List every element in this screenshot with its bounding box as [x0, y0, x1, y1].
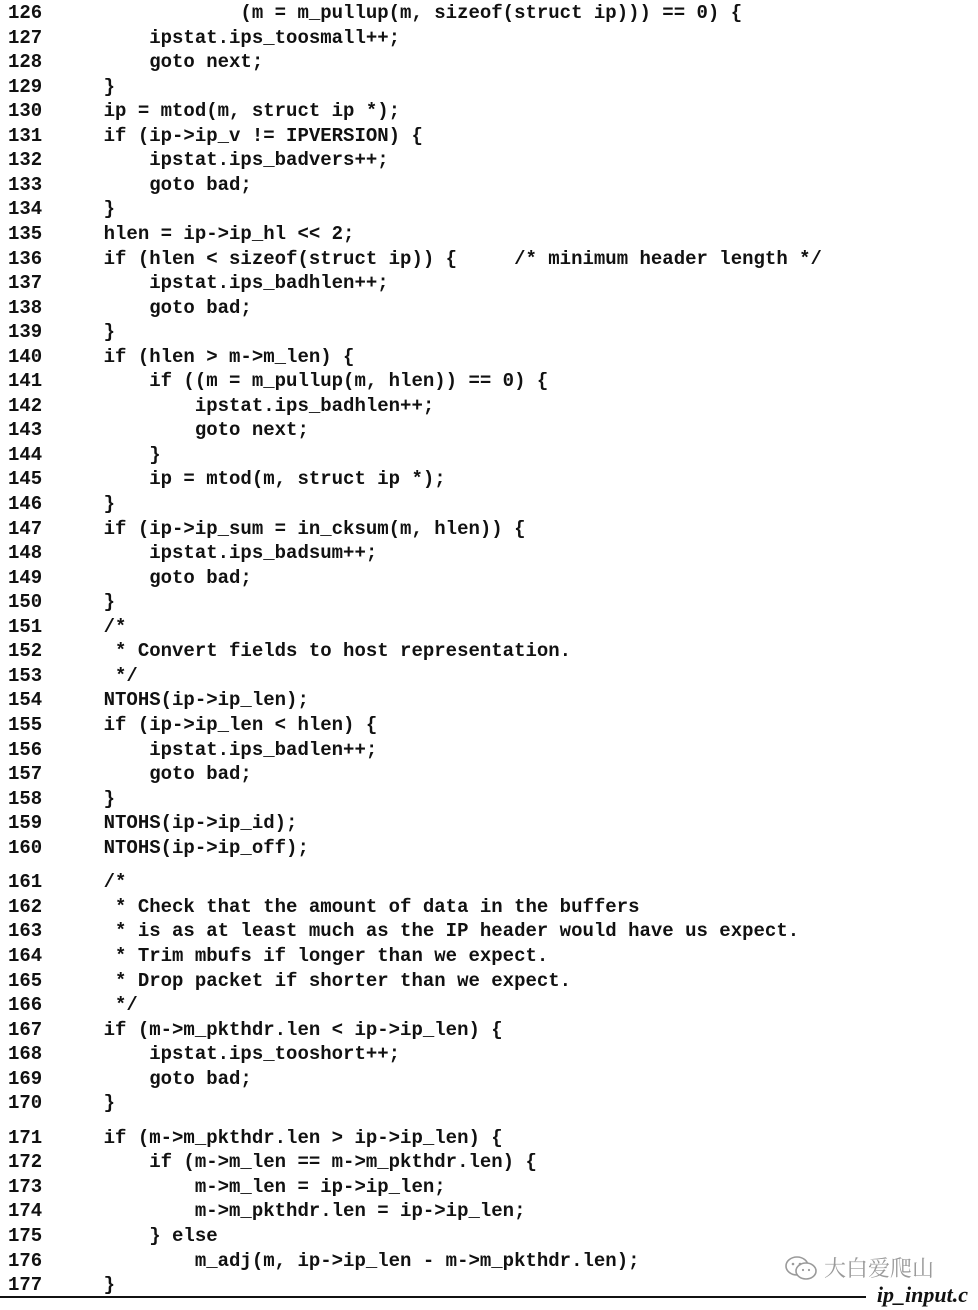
code-text: if ((m = m_pullup(m, hlen)) == 0) {	[58, 370, 549, 393]
line-number: 163	[8, 920, 43, 943]
line-number: 130	[8, 100, 43, 123]
line-number: 165	[8, 969, 43, 992]
line-number: 140	[8, 345, 43, 368]
line-number: 156	[8, 738, 43, 761]
code-text: ip = mtod(m, struct ip *);	[58, 468, 446, 491]
code-text: ipstat.ips_badhlen++;	[58, 272, 389, 295]
code-text: }	[58, 591, 116, 614]
code-text: ip = mtod(m, struct ip *);	[58, 100, 401, 123]
watermark	[784, 1252, 934, 1283]
code-text: } else	[58, 1225, 218, 1247]
line-number: 126	[8, 2, 43, 24]
code-text: if (hlen > m->m_len) {	[58, 345, 355, 368]
code-text: }	[58, 75, 116, 98]
line-number: 171	[8, 1126, 43, 1149]
code-text: goto next;	[58, 419, 309, 442]
code-text: ipstat.ips_badlen++;	[58, 738, 378, 761]
line-number: 164	[8, 944, 43, 967]
line-number: 158	[8, 787, 43, 810]
wechat-icon	[784, 1255, 818, 1281]
code-text: }	[58, 787, 116, 810]
code-text: if (m->m_len == m->m_pkthdr.len) {	[58, 1151, 537, 1174]
line-number: 150	[8, 591, 43, 614]
code-text: if (ip->ip_sum = in_cksum(m, hlen)) {	[58, 517, 526, 540]
code-text: ipstat.ips_tooshort++;	[58, 1043, 401, 1066]
line-number: 134	[8, 198, 43, 221]
line-number: 136	[8, 247, 43, 270]
line-number: 169	[8, 1067, 43, 1090]
line-number: 139	[8, 321, 43, 344]
code-text: goto next;	[58, 51, 264, 74]
code-text: */	[58, 994, 138, 1016]
code-text: if (ip->ip_len < hlen) {	[58, 714, 378, 736]
line-number: 166	[8, 994, 43, 1016]
line-number: 132	[8, 149, 43, 172]
code-text: m_adj(m, ip->ip_len - m->m_pkthdr.len);	[58, 1249, 640, 1272]
line-number: 168	[8, 1043, 43, 1066]
line-number: 161	[8, 871, 43, 894]
code-text: NTOHS(ip->ip_len);	[58, 689, 309, 712]
line-number: 127	[8, 26, 43, 49]
code-text: * Trim mbufs if longer than we expect.	[58, 944, 549, 967]
code-text: hlen = ip->ip_hl << 2;	[58, 223, 355, 245]
code-text: /*	[58, 871, 127, 894]
source-filename: ip_input.c	[876, 1282, 968, 1307]
line-number: 146	[8, 493, 43, 515]
code-text: NTOHS(ip->ip_off);	[58, 836, 309, 859]
code-text: goto bad;	[58, 173, 252, 196]
code-text: m->m_pkthdr.len = ip->ip_len;	[58, 1200, 526, 1223]
line-number: 145	[8, 468, 43, 491]
code-text: (m = m_pullup(m, sizeof(struct ip))) == 0) {	[58, 2, 743, 24]
line-number: 176	[8, 1249, 43, 1272]
line-number: 135	[8, 223, 43, 245]
code-text: goto bad;	[58, 1067, 252, 1090]
code-text: }	[58, 198, 116, 221]
code-text: }	[58, 1274, 116, 1296]
line-number: 141	[8, 370, 43, 393]
code-text: goto bad;	[58, 296, 252, 319]
code-text: }	[58, 443, 161, 466]
line-number: 147	[8, 517, 43, 540]
code-text: ipstat.ips_badvers++;	[58, 149, 389, 172]
line-number: 154	[8, 689, 43, 712]
line-number: 143	[8, 419, 43, 442]
line-number: 133	[8, 173, 43, 196]
watermark-text: 大白爱爬山	[824, 1257, 935, 1282]
line-number: 144	[8, 443, 43, 466]
line-number: 174	[8, 1200, 43, 1223]
code-text: * Drop packet if shorter than we expect.	[58, 969, 572, 992]
code-text: if (hlen < sizeof(struct ip)) { /* minimum header length */	[58, 247, 822, 270]
line-number: 138	[8, 296, 43, 319]
code-text: * is as at least much as the IP header would have us expect.	[58, 920, 800, 943]
code-text: ipstat.ips_badhlen++;	[58, 394, 435, 417]
line-number: 157	[8, 763, 43, 786]
code-text: /*	[58, 615, 127, 638]
line-number: 172	[8, 1151, 43, 1174]
line-number: 152	[8, 640, 43, 663]
line-number: 160	[8, 836, 43, 859]
line-number: 173	[8, 1175, 43, 1198]
line-number: 170	[8, 1092, 43, 1115]
code-text: if (ip->ip_v != IPVERSION) {	[58, 124, 423, 147]
footer-rule	[0, 1296, 866, 1298]
line-number: 162	[8, 895, 43, 918]
line-number: 149	[8, 566, 43, 589]
code-text: }	[58, 321, 116, 344]
line-number: 159	[8, 812, 43, 835]
line-number: 151	[8, 615, 43, 638]
code-text: if (m->m_pkthdr.len < ip->ip_len) {	[58, 1018, 503, 1041]
code-text: }	[58, 1092, 116, 1115]
code-text: */	[58, 664, 138, 687]
code-text: * Convert fields to host representation.	[58, 640, 572, 663]
line-number: 148	[8, 542, 43, 565]
code-text: }	[58, 493, 116, 515]
code-text: if (m->m_pkthdr.len > ip->ip_len) {	[58, 1126, 503, 1149]
code-text: ipstat.ips_badsum++;	[58, 542, 378, 565]
code-text: goto bad;	[58, 566, 252, 589]
line-number: 128	[8, 51, 43, 74]
line-number: 175	[8, 1225, 43, 1247]
line-number: 153	[8, 664, 43, 687]
code-text: ipstat.ips_toosmall++;	[58, 26, 401, 49]
code-text: * Check that the amount of data in the buffers	[58, 895, 640, 918]
line-number: 177	[8, 1274, 43, 1296]
line-number: 131	[8, 124, 43, 147]
line-number: 129	[8, 75, 43, 98]
code-text: NTOHS(ip->ip_id);	[58, 812, 298, 835]
line-number: 167	[8, 1018, 43, 1041]
line-number: 142	[8, 394, 43, 417]
line-number: 155	[8, 714, 43, 736]
code-text: goto bad;	[58, 763, 252, 786]
code-text: m->m_len = ip->ip_len;	[58, 1175, 446, 1198]
line-number: 137	[8, 272, 43, 295]
